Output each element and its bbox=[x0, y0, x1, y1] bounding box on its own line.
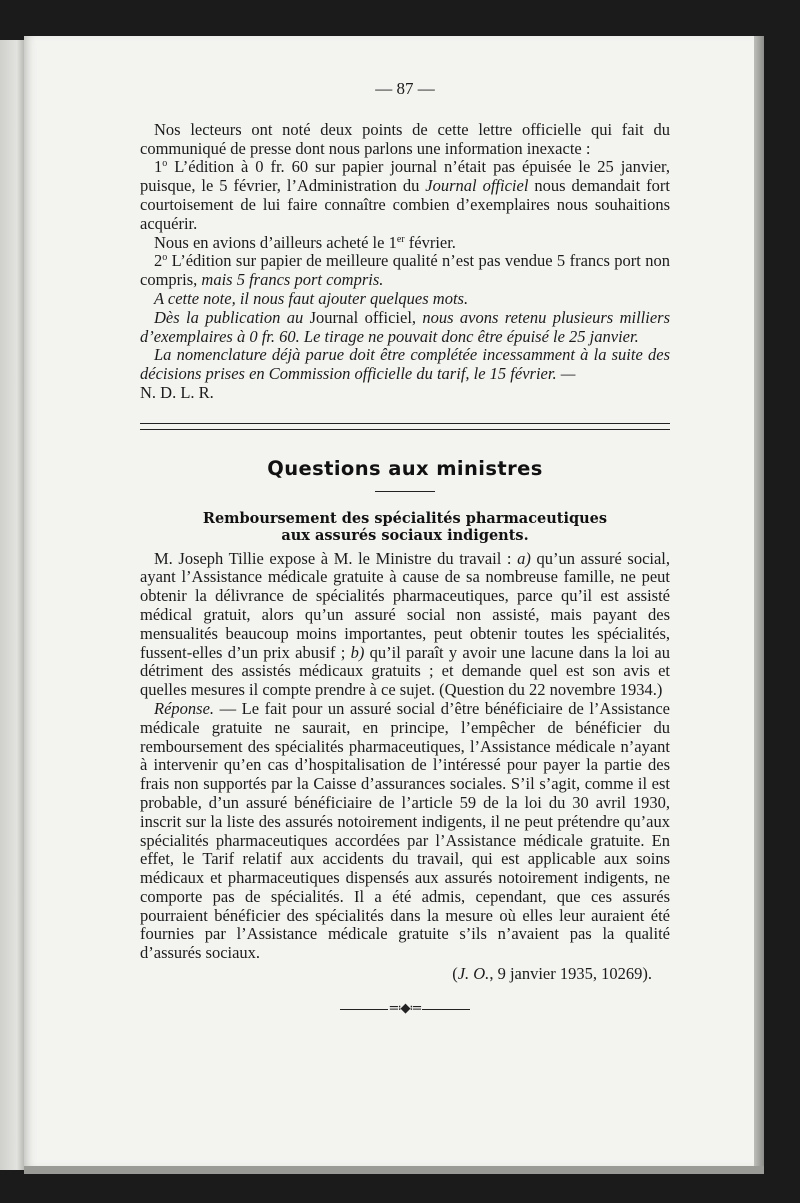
title-underline bbox=[375, 491, 435, 492]
section-divider-top bbox=[140, 423, 670, 424]
note-text: L’édition à 0 fr. 60 sur papier journal n’était pas épuisée le 25 janvier, puisque, le 5 février, l’Administration du bbox=[140, 157, 670, 196]
text-column bbox=[140, 80, 670, 1016]
item-number: 2 bbox=[154, 251, 163, 271]
page-number: — 87 — bbox=[375, 79, 435, 98]
end-ornament bbox=[340, 1000, 470, 1016]
article-subtitle bbox=[140, 510, 670, 544]
editor-text: nous avons retenu plusieurs milliers d’exemplaires à 0 fr. 60. Le tirage ne pouvait donc être épuisé le 25 janvier. bbox=[140, 307, 670, 346]
note-paragraph-2 bbox=[140, 158, 670, 233]
note-emphasis: mais 5 francs port compris. bbox=[201, 270, 384, 290]
citation bbox=[140, 965, 670, 984]
ornament-line-right bbox=[422, 1009, 470, 1011]
question-paragraph bbox=[140, 550, 670, 700]
citation-paren: ( bbox=[452, 964, 458, 984]
item-number: 1 bbox=[154, 157, 163, 177]
question-text: qu’il paraît y avoir une lacune dans la loi au détriment des assistés médicaux gratuits ; et demande quel est son avis et quelles mesures il compte prendre à ce sujet. (Question du 22 novembre 1934.) bbox=[140, 642, 670, 700]
note-text: février. bbox=[404, 232, 456, 252]
question-label-b: b) bbox=[350, 642, 365, 662]
editor-text: Dès la publication au bbox=[154, 307, 310, 327]
note-text: Nous en avions d’ailleurs acheté le 1 bbox=[154, 232, 397, 252]
editor-signature: N. D. L. R. bbox=[140, 382, 214, 402]
editor-paragraph-3: La nomenclature déjà parue doit être complétée incessamment à la suite des décisions prises en Commission officielle du tarif, le 15 février. — bbox=[140, 345, 670, 384]
question-label-a: a) bbox=[517, 548, 531, 568]
ornament-line-left bbox=[340, 1009, 388, 1011]
ordinal-sup: er bbox=[396, 233, 405, 245]
journal-title: Journal officiel, bbox=[309, 307, 417, 327]
facing-page-edge bbox=[0, 40, 24, 1170]
answer-label: Réponse. bbox=[154, 698, 215, 718]
ordinal-sup: o bbox=[162, 252, 168, 264]
page-edge-right bbox=[754, 36, 764, 1166]
citation-details: , 9 janvier 1935, 10269). bbox=[489, 964, 652, 984]
section-divider-bottom bbox=[140, 429, 670, 430]
editor-paragraph-1: A cette note, il nous faut ajouter quelques mots. bbox=[154, 288, 469, 308]
citation-source: J. O. bbox=[457, 964, 490, 984]
question-text: qu’un assuré social, ayant l’Assistance médicale gratuite à cause de sa nombreuse famille, ne peut obtenir la délivrance de spécialités pharmaceutiques, parce qu’il est assisté médical gratuit, alors qu’un assuré social non assisté, mais payant des mensualités beaucoup moins importantes, peut obtenir toutes les spécialités, fussent-elles d’un prix abusif ; bbox=[140, 548, 671, 662]
subtitle-line-1: Remboursement des spécialités pharmaceutiques bbox=[202, 509, 608, 527]
note-text: nous demandait fort courtoisement de lui faire connaître combien d’exemplaires nous souhaitions acquérir. bbox=[140, 176, 671, 233]
subtitle-line-2: aux assurés sociaux indigents. bbox=[281, 526, 529, 544]
editor-paragraph-2 bbox=[140, 309, 670, 347]
answer-text: — Le fait pour un assuré social d’être bénéficiaire de l’Assistance médicale gratuite ne saurait, en principe, l’empêcher de bénéficier du remboursement des spécialités pharmaceutiques, l’Assistance médicale n’ayant à intervenir qu’en cas d’hospitalisation de l’intéressé pour payer la partie des frais non supportés par la Caisse d’assurances sociales. S’il s’agit, comme il est probable, d’un assuré bénéficiaire de l’article 59 de la loi du 30 avril 1930, inscrit sur la liste des assurés notoirement indigents, il ne peut prétendre qu’aux spécialités pharmaceutiques accordées par l’Assistance médicale gratuite. En effet, le Tarif relatif aux accidents du travail, qui est applicable aux soins médicaux et pharmaceutiques dispensés aux assurés notoirement indigents, ne comporte pas de spécialités. Il a été admis, cependant, que ces assurés pourraient bénéficier des spécialités dans la mesure où elles leur auraient été fournies par l’Assistance médicale gratuite s’ils n’avaient pas la qualité d’assurés sociaux. bbox=[140, 698, 670, 963]
note-paragraph-3 bbox=[140, 234, 670, 253]
question-text: M. Joseph Tillie expose à M. le Ministre du travail : bbox=[154, 548, 518, 568]
journal-title: Journal officiel bbox=[425, 176, 529, 196]
answer-paragraph bbox=[140, 700, 670, 963]
note-paragraph-1: Nos lecteurs ont noté deux points de cette lettre officielle qui fait du communiqué de presse dont nous parlons une information inexacte : bbox=[140, 119, 670, 158]
note-text: L’édition sur papier de meilleure qualité n’est pas vendue 5 francs port non compris, bbox=[140, 251, 670, 290]
page-edge-bottom bbox=[24, 1166, 764, 1174]
ornament-flourish-icon: ≕◆≔ bbox=[388, 1000, 422, 1016]
note-paragraph-4 bbox=[140, 252, 670, 290]
ordinal-sup: o bbox=[162, 158, 168, 170]
section-title: Questions aux ministres bbox=[267, 456, 543, 480]
